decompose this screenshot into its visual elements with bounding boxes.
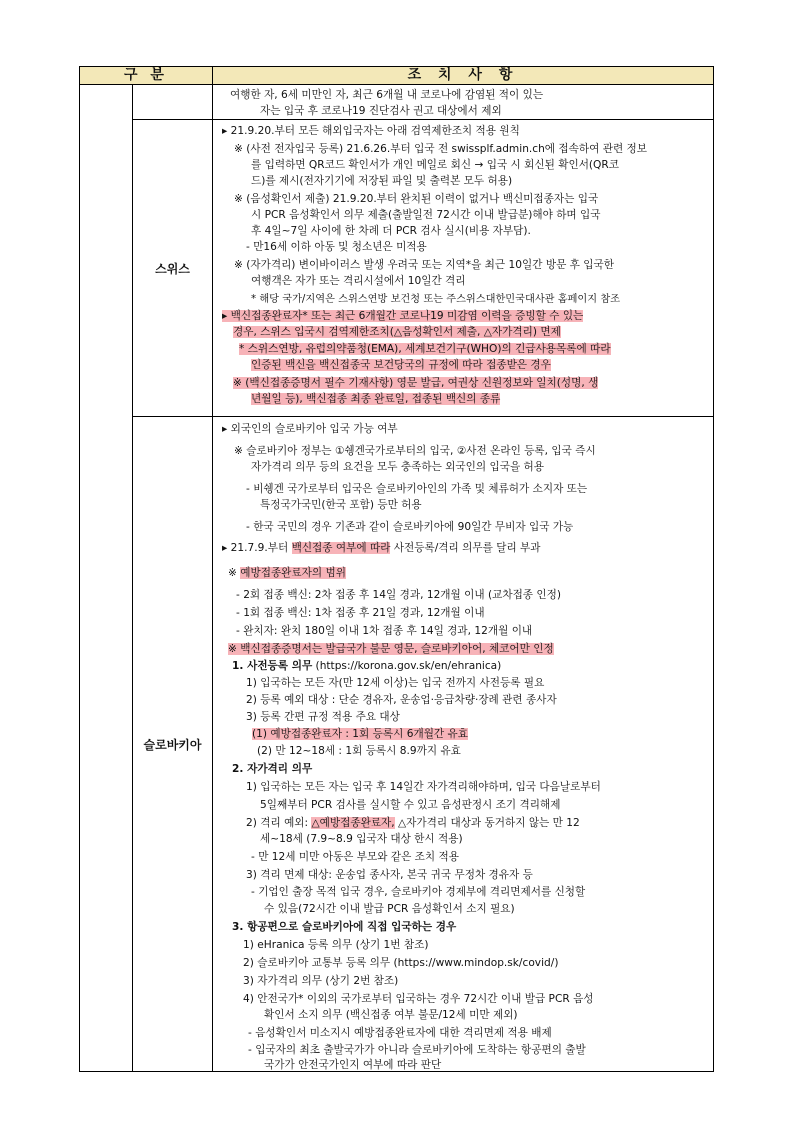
country-swiss: 스위스 <box>155 262 190 276</box>
text-line: 1) 입국하는 모든 자는 입국 후 14일간 자가격리해야하며, 입국 다음날로부터 <box>246 781 601 793</box>
text-line: 확인서 소지 의무 (백신접종 여부 불문/12세 미만 제외) <box>264 1009 518 1021</box>
text-line: 3) 등록 간편 규정 적용 주요 대상 <box>246 711 400 723</box>
text-line: - 2회 접종 백신: 2차 접종 후 14일 경과, 12개월 이내 (교차접종 인정) <box>236 589 562 601</box>
text-line: ▸ 외국인의 슬로바키아 입국 가능 여부 <box>222 423 398 435</box>
text-line: (2) 만 12~18세 : 1회 등록시 8.9까지 유효 <box>257 745 461 757</box>
text-segment: △자가격리 대상과 동거하지 않는 만 12 <box>394 817 580 829</box>
text-line: - 음성확인서 미소지시 예방접종완료자에 대한 격리면제 적용 배제 <box>248 1027 552 1039</box>
column-divider <box>212 85 213 1071</box>
highlighted-text: ※ (백신접종증명서 필수 기재사항) 영문 발급, 여권상 신원정보와 일치(성명, 생 <box>233 377 599 389</box>
text-line: 2) 등록 예외 대상 : 단순 경유자, 운송업·응급차량·장례 관련 종사자 <box>246 694 557 706</box>
highlighted-text: 인증된 백신을 백신접종국 보건당국의 규정에 따라 접종받은 경우 <box>251 359 551 371</box>
text-line: 자가격리 의무 등의 요건을 모두 충족하는 외국인의 입국을 허용 <box>251 461 545 473</box>
measures-table <box>79 85 714 1072</box>
row-divider <box>132 119 714 120</box>
text-line: 후 4일~7일 사이에 한 차례 더 PCR 검사 실시(비용 자부담). <box>251 225 531 237</box>
text-line: 여행객은 자가 또는 격리시설에서 10일간 격리 <box>251 275 466 287</box>
text-segment: 사전등록/격리 의무를 달리 부과 <box>390 542 541 554</box>
header-measures: 조 치 사 항 <box>407 67 519 83</box>
text-line: 3) 격리 면제 대상: 운송업 종사자, 본국 귀국 무정차 경유자 등 <box>246 869 533 881</box>
text-line: 1) eHranica 등록 의무 (상기 1번 참조) <box>243 939 429 951</box>
row-divider <box>132 416 714 417</box>
text-segment: ▸ 21.7.9.부터 <box>222 542 292 554</box>
text-segment: ※ <box>228 567 241 579</box>
text-line: - 만 12세 미만 아동은 부모와 같은 조치 적용 <box>251 851 459 863</box>
text-line: - 비쉥겐 국가로부터 입국은 슬로바키아인의 가족 및 체류허가 소지자 또는 <box>246 483 588 495</box>
text-line: - 기업인 출장 목적 입국 경우, 슬로바키아 경제부에 격리면제서를 신청할 <box>251 886 586 898</box>
text-line: ※ (음성확인서 제출) 21.9.20.부터 완치된 이력이 없거나 백신미접종자는 입국 <box>234 193 599 205</box>
text-line: 5일째부터 PCR 검사를 실시할 수 있고 음성판정시 조기 격리해제 <box>260 799 561 811</box>
text-line: 세~18세 (7.9~8.9 입국자 대상 한시 적용) <box>260 833 463 845</box>
highlighted-text: 예방접종완료자의 범위 <box>240 567 346 579</box>
highlighted-text: ▸ 백신접종완료자* 또는 최근 6개월간 코로나19 미감염 이력을 증빙할 수 있는 <box>222 310 584 322</box>
text-line: 특정국가국민(한국 포함) 등만 허용 <box>260 499 422 511</box>
text-line: 수 있음(72시간 이내 발급 PCR 음성확인서 소지 필요) <box>264 903 515 915</box>
text-line: * 해당 국가/지역은 스위스연방 보건청 또는 주스위스대한민국대사관 홈페이지 참조 <box>251 294 621 305</box>
text-line: 4) 안전국가* 이외의 국가로부터 입국하는 경우 72시간 이내 발급 PCR 음성 <box>243 993 594 1005</box>
text-line: 를 입력하면 QR코드 확인서가 개인 메일로 회신 → 입국 시 회신된 확인서(QR코 <box>251 159 619 171</box>
text-line: - 만16세 이하 아동 및 청소년은 미적용 <box>246 241 427 253</box>
text-line: ※ (자가격리) 변이바이러스 발생 우려국 또는 지역*을 최근 10일간 방문 후 입국한 <box>234 259 614 271</box>
text-line: ※ 슬로바키아 정부는 ①쉥겐국가로부터의 입국, ②사전 온라인 등록, 입국 즉시 <box>234 445 596 457</box>
highlighted-text: * 스위스연방, 유럽의약품청(EMA), 세계보건기구(WHO)의 긴급사용목록에 따라 <box>239 343 611 355</box>
text-line: 여행한 자, 6세 미만인 자, 최근 6개월 내 코로나에 감염된 적이 있는 <box>230 89 544 101</box>
highlighted-text: 년월일 등), 백신접종 최종 완료일, 접종된 백신의 종류 <box>251 393 501 405</box>
text-line: - 한국 국민의 경우 기존과 같이 슬로바키아에 90일간 무비자 입국 가능 <box>246 521 574 533</box>
document-page <box>79 66 714 1072</box>
text-line: - 1회 접종 백신: 1차 접종 후 21일 경과, 12개월 이내 <box>236 607 485 619</box>
highlighted-text: (1) 예방접종완료자 : 1회 등록시 6개월간 유효 <box>252 728 468 740</box>
text-line: 국가가 안전국가인지 여부에 따라 판단 <box>264 1059 442 1071</box>
text-line: 3) 자가격리 의무 (상기 2번 참조) <box>243 975 399 987</box>
text-line: 1) 입국하는 모든 자(만 12세 이상)는 입국 전까지 사전등록 필요 <box>246 677 545 689</box>
highlighted-text: 백신접종 여부에 따라 <box>291 542 391 554</box>
text-line: 자는 입국 후 코로나19 진단검사 권고 대상에서 제외 <box>260 105 502 117</box>
highlighted-text: ※ 백신접종증명서는 발급국가 불문 영문, 슬로바키아어, 체코어만 인정 <box>228 643 554 655</box>
highlighted-text: △예방접종완료자, <box>311 817 395 829</box>
section-heading: 3. 항공편으로 슬로바키아에 직접 입국하는 경우 <box>232 921 457 933</box>
section-heading: 1. 사전등록 의무 <box>232 660 313 672</box>
table-header <box>79 66 714 85</box>
country-slovakia: 슬로바키아 <box>143 738 202 752</box>
header-category: 구 분 <box>80 67 213 84</box>
text-line: - 완치자: 완치 180일 이내 1차 접종 후 14일 경과, 12개월 이내 <box>236 625 533 637</box>
text-line: 드)를 제시(전자기기에 저장된 파일 및 출력본 모두 허용) <box>251 175 513 187</box>
text-segment: 2) 격리 예외: <box>246 817 312 829</box>
registration-url: (https://korona.gov.sk/en/ehranica) <box>312 660 502 672</box>
text-line: - 입국자의 최초 출발국가가 아니라 슬로바키아에 도착하는 항공편의 출발 <box>248 1044 586 1056</box>
text-line: 2) 슬로바키아 교통부 등록 의무 (https://www.mindop.sk/covid/) <box>243 957 559 969</box>
text-line: 시 PCR 음성확인서 의무 제출(출발일전 72시간 이내 발급분)해야 하며 입국 <box>251 209 601 221</box>
text-line: ▸ 21.9.20.부터 모든 해외입국자는 아래 검역제한조치 적용 원칙 <box>222 125 520 137</box>
column-divider <box>132 85 133 1071</box>
text-line: ※ (사전 전자입국 등록) 21.6.26.부터 입국 전 swissplf.admin.ch에 접속하여 관련 정보 <box>234 143 648 155</box>
section-heading: 2. 자가격리 의무 <box>232 763 313 775</box>
highlighted-text: 경우, 스위스 입국시 검역제한조치(△음성확인서 제출, △자가격리) 면제 <box>233 326 561 338</box>
